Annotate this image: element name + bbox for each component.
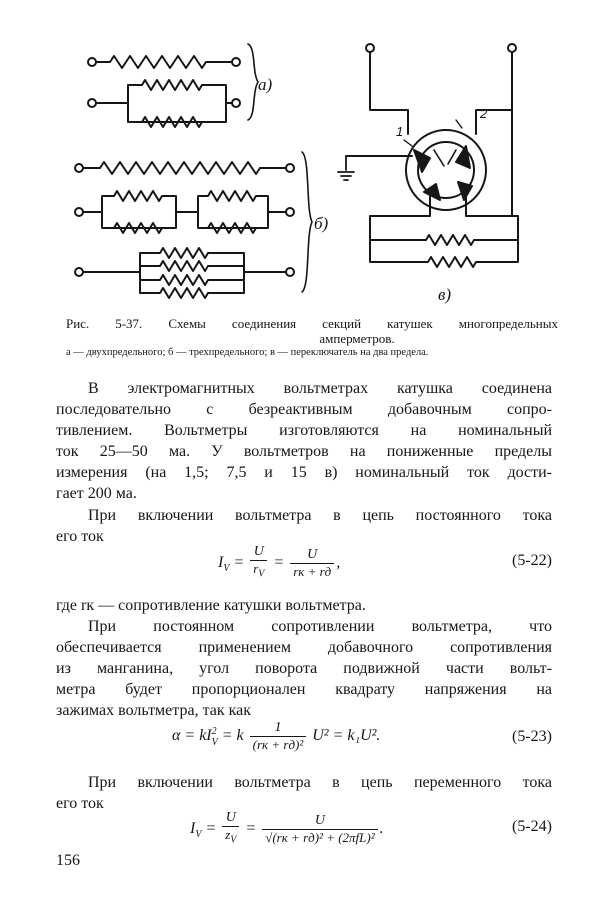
- p4-line-1: При постоянном сопротивлении вольтметра, что: [88, 618, 552, 635]
- label-a: а): [258, 75, 273, 94]
- f22-eq1: =: [233, 553, 245, 571]
- f22-f1-den-sub: V: [258, 568, 265, 580]
- p4-line-3: из манганина, угол поворота подвижной части вольт-: [56, 660, 552, 677]
- p1-line-3: тивлением. Вольтметры изготовляются на номинальный: [56, 422, 552, 439]
- p2-line-2: его ток: [56, 528, 104, 545]
- f24-f1-den-sub: V: [230, 834, 237, 846]
- f24-fraction-2: [262, 813, 377, 846]
- f23-sup: 2: [211, 725, 217, 737]
- f23-frac-den: (rк + rд)²: [250, 736, 307, 753]
- f24-lhs: I: [190, 819, 196, 837]
- f24-f2-num: U: [314, 812, 325, 828]
- f22-f1-den: r: [253, 561, 259, 576]
- f23-sub: V: [211, 736, 218, 748]
- scheme-v: [338, 44, 518, 267]
- f23-fraction: [250, 720, 307, 753]
- label-v: в): [438, 285, 452, 304]
- formula-5-22: [0, 544, 600, 584]
- f22-number: (5-22): [512, 552, 552, 569]
- p3-line: где rк — сопротивление катушки вольтметра.: [56, 597, 366, 614]
- f22-eq2: =: [273, 553, 285, 571]
- f22-lhs: I: [218, 553, 224, 571]
- page-number: 156: [56, 852, 80, 869]
- f22-lhs-sub: V: [223, 563, 230, 575]
- f24-fraction-1: [222, 810, 239, 849]
- p2-line-1: При включении вольтметра в цепь постоянного тока: [88, 507, 552, 524]
- f24-f2-den: √(rк + rд)² + (2πfL)²: [262, 829, 377, 846]
- formula-5-23: [0, 718, 600, 762]
- f23-frac-num: 1: [274, 720, 282, 735]
- f24-f1-den: z: [225, 827, 231, 842]
- p1-line-6: гает 200 ма.: [56, 485, 137, 502]
- f23-number: (5-23): [512, 728, 552, 745]
- figure-circuit-diagrams: [0, 0, 600, 312]
- scheme-b: [75, 152, 312, 298]
- f24-f1-num: U: [225, 810, 236, 825]
- f22-tail: ,: [336, 553, 341, 571]
- f24-lhs-sub: V: [195, 829, 202, 841]
- f22-fraction-1: [250, 544, 267, 583]
- scheme-a: [88, 44, 258, 127]
- f23-text-b: = k: [217, 727, 244, 745]
- f23-text-a: α = kI: [172, 727, 212, 745]
- f24-eq1: =: [205, 819, 217, 837]
- figure-caption-title-cont: амперметров.: [319, 331, 395, 346]
- label-2: 2: [480, 106, 488, 121]
- f22-f2-num: U: [307, 546, 318, 562]
- figure-svg: [0, 0, 600, 312]
- p1-line-2: последовательно с безреактивным добавочным сопро-: [56, 401, 552, 418]
- f24-eq2: =: [245, 819, 257, 837]
- figure-caption-legend: а — двухпредельного; б — трехпредельного; в — переключатель на два предела.: [66, 347, 429, 358]
- p5-line-1: При включении вольтметра в цепь переменного тока: [88, 774, 552, 791]
- f23-text-c: U² = k₁U².: [312, 727, 381, 745]
- f24-number: (5-24): [512, 818, 552, 835]
- label-b: б): [314, 214, 329, 233]
- label-1: 1: [396, 124, 404, 139]
- formula-5-24: [0, 810, 600, 852]
- p1-line-1: В электромагнитных вольтметрах катушка соединена: [88, 380, 552, 397]
- p5-line-2: его ток: [56, 795, 104, 812]
- p1-line-4: ток 25—50 ма. У вольтметров на пониженные пределы: [56, 443, 552, 460]
- p4-line-4: метра будет пропорционален квадрату напряжения на: [56, 681, 552, 698]
- f22-fraction-2: [290, 547, 334, 580]
- p4-line-2: обеспечивается применением добавочного сопротивления: [56, 639, 552, 656]
- p1-line-5: измерения (на 1,5; 7,5 и 15 в) номинальный ток дости-: [56, 464, 552, 481]
- f22-f1-num: U: [253, 544, 264, 559]
- figure-caption-title: Рис. 5-37. Схемы соединения секций катушек многопредельных: [66, 316, 558, 331]
- p4-line-5: зажимах вольтметра, так как: [56, 702, 252, 719]
- f22-f2-den: rк + rд: [290, 563, 334, 580]
- f24-tail: .: [379, 819, 384, 837]
